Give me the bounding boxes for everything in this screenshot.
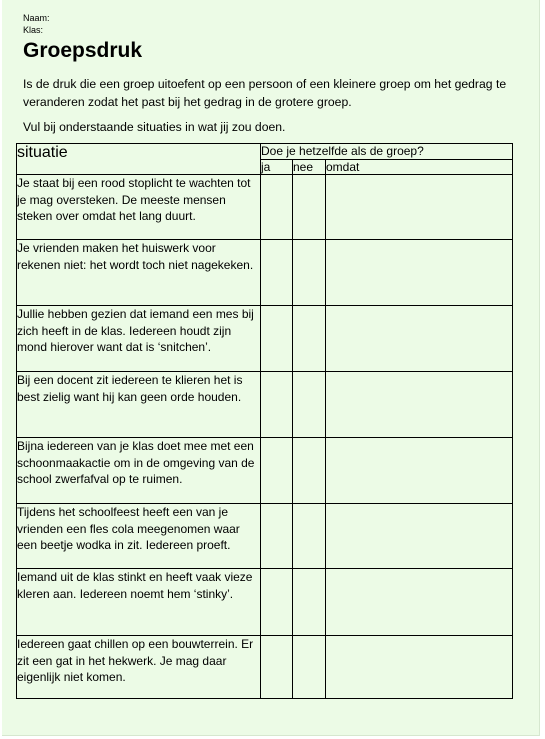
omdat-answer-cell[interactable] [326,636,513,699]
ja-header: ja [261,160,293,175]
ja-answer-cell[interactable] [261,306,293,372]
situatie-header: situatie [17,144,261,175]
nee-answer-cell[interactable] [293,569,326,636]
nee-answer-cell[interactable] [293,636,326,699]
ja-answer-cell[interactable] [261,636,293,699]
ja-answer-cell[interactable] [261,438,293,504]
group-question-header: Doe je hetzelfde als de groep? [261,144,513,160]
omdat-answer-cell[interactable] [326,175,513,240]
nee-answer-cell[interactable] [293,504,326,569]
ja-answer-cell[interactable] [261,504,293,569]
table-row [17,636,513,699]
omdat-answer-cell[interactable] [326,240,513,306]
nee-answer-cell[interactable] [293,240,326,306]
situation-text: Tijdens het schoolfeest heeft een van je vrienden een fles cola meegenomen waar een beetje wodka in zit. Iedereen proeft. [17,504,261,569]
situation-text: Je vrienden maken het huiswerk voor rekenen niet: het wordt toch niet nagekeken. [17,240,261,306]
nee-answer-cell[interactable] [293,438,326,504]
table-row [17,569,513,636]
nee-answer-cell[interactable] [293,372,326,438]
table-row [17,175,513,240]
ja-answer-cell[interactable] [261,175,293,240]
omdat-answer-cell[interactable] [326,372,513,438]
situation-text: Je staat bij een rood stoplicht te wachten tot je mag oversteken. De meeste mensen steken over omdat het lang duurt. [17,175,261,240]
definition-text: Is de druk die een groep uitoefent op een persoon of een kleinere groep om het gedrag te veranderen zodat het past bij het gedrag in de grotere groep. [23,77,507,109]
table-row [17,504,513,569]
ja-answer-cell[interactable] [261,569,293,636]
situation-text: Iedereen gaat chillen op een bouwterrein. Er zit een gat in het hekwerk. Je mag daar eigenlijk niet komen. [17,636,261,699]
omdat-answer-cell[interactable] [326,504,513,569]
table-row [17,240,513,306]
table-row [17,438,513,504]
situation-text: Jullie hebben gezien dat iemand een mes bij zich heeft in de klas. Iedereen houdt zijn mond hierover want dat is ‘snitchen’. [17,306,261,372]
situations-table [16,143,513,699]
situation-text: Iemand uit de klas stinkt en heeft vaak vieze kleren aan. Iedereen noemt hem ‘stinky’. [17,569,261,636]
ja-answer-cell[interactable] [261,372,293,438]
nee-header: nee [293,160,326,175]
name-label: Naam: [23,13,50,23]
omdat-answer-cell[interactable] [326,306,513,372]
instruction-text: Vul bij onderstaande situaties in wat jij zou doen. [23,120,286,134]
page-title: Groepsdruk [23,39,143,62]
omdat-answer-cell[interactable] [326,438,513,504]
situation-text: Bij een docent zit iedereen te klieren het is best zielig want hij kan geen orde houden. [17,372,261,438]
class-label: Klas: [23,25,44,35]
table-row [17,306,513,372]
situation-text: Bijna iedereen van je klas doet mee met een schoonmaakactie om in de omgeving van de school zwerfafval op te ruimen. [17,438,261,504]
omdat-header: omdat [326,160,513,175]
nee-answer-cell[interactable] [293,306,326,372]
table-row [17,372,513,438]
nee-answer-cell[interactable] [293,175,326,240]
header-row [17,144,513,160]
ja-answer-cell[interactable] [261,240,293,306]
omdat-answer-cell[interactable] [326,569,513,636]
